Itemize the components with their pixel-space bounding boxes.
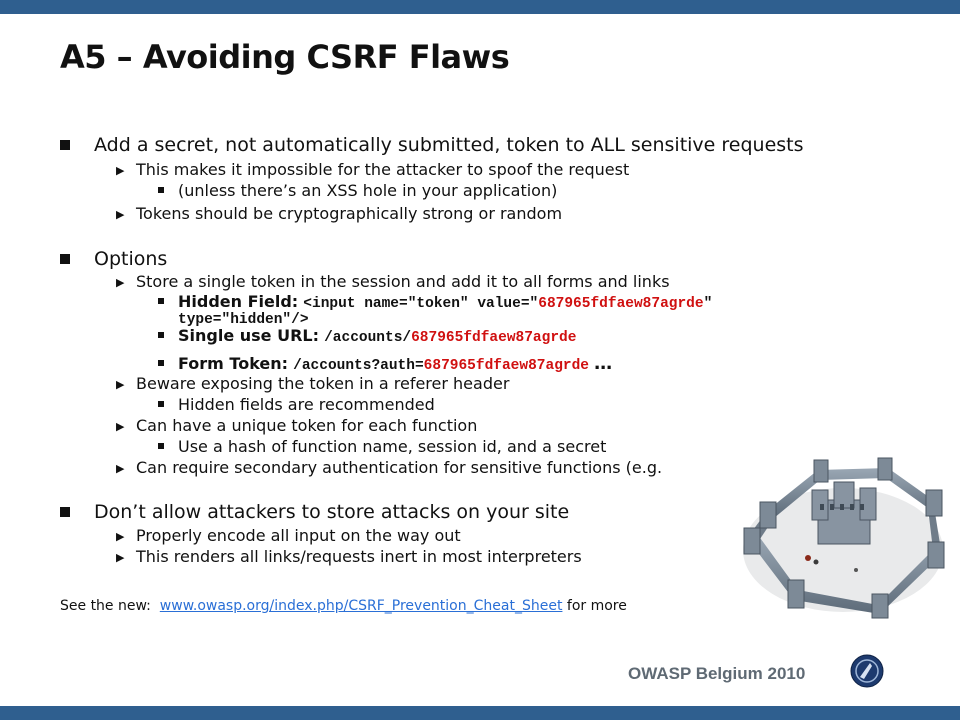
top-bar (0, 0, 960, 14)
small-square-bullet-icon (158, 298, 164, 304)
bullet-2c1: Use a hash of function name, session id, and a secret (158, 437, 606, 456)
triangle-bullet-icon: ▶ (116, 378, 125, 391)
triangle-bullet-icon: ▶ (116, 164, 125, 177)
bullet-2b1: Hidden fields are recommended (158, 395, 435, 414)
small-square-bullet-icon (158, 360, 164, 366)
square-bullet-icon (60, 507, 70, 517)
triangle-bullet-icon: ▶ (116, 530, 125, 543)
bottom-bar (0, 706, 960, 720)
small-square-bullet-icon (158, 187, 164, 193)
footer-text: OWASP Belgium 2010 (628, 664, 806, 683)
bullet-2d: ▶ Can require secondary authentication for sensitive functions (e.g. (116, 458, 663, 477)
bullet-1-text: Add a secret, not automatically submitted, token to ALL sensitive requests (94, 134, 804, 156)
bullet-2a: ▶ Store a single token in the session and add it to all forms and links (116, 272, 670, 291)
bullet-3b: ▶ This renders all links/requests inert in most interpreters (116, 547, 582, 566)
form-token-item: Form Token: /accounts?auth=687965fdfaew87agrde … (158, 353, 612, 374)
triangle-bullet-icon: ▶ (116, 462, 125, 475)
bullet-3: Don’t allow attackers to store attacks on your site (60, 501, 569, 523)
triangle-bullet-icon: ▶ (116, 208, 125, 221)
bullet-2b: ▶ Beware exposing the token in a referer header (116, 374, 510, 393)
bullet-1b: ▶ Tokens should be cryptographically strong or random (116, 204, 563, 223)
triangle-bullet-icon: ▶ (116, 551, 125, 564)
hidden-field-item: Hidden Field: <input name="token" value="687965fdfaew87agrde" (158, 292, 712, 312)
bullet-1 (60, 134, 804, 156)
bullet-2c: ▶ Can have a unique token for each function (116, 416, 478, 435)
square-bullet-icon (60, 140, 70, 150)
triangle-bullet-icon: ▶ (116, 420, 125, 433)
small-square-bullet-icon (158, 443, 164, 449)
small-square-bullet-icon (158, 332, 164, 338)
castle-image (738, 430, 948, 620)
square-bullet-icon (60, 254, 70, 264)
bullet-2: Options (60, 248, 167, 270)
hidden-field-item-cont: type="hidden"/> (178, 312, 309, 328)
cheat-sheet-link[interactable]: www.owasp.org/index.php/CSRF_Prevention_Cheat_Sheet (159, 598, 563, 614)
triangle-bullet-icon: ▶ (116, 276, 125, 289)
bullet-1a1: (unless there’s an XSS hole in your application) (158, 181, 557, 200)
slide-title: A5 – Avoiding CSRF Flaws (60, 38, 510, 76)
owasp-logo-icon (850, 654, 884, 688)
single-use-url-item: Single use URL: /accounts/687965fdfaew87agrde (158, 326, 576, 346)
reference-line: See the new: www.owasp.org/index.php/CSRF_Prevention_Cheat_Sheet for more (60, 598, 627, 614)
small-square-bullet-icon (158, 401, 164, 407)
bullet-1a: ▶ This makes it impossible for the attacker to spoof the request (116, 160, 630, 179)
bullet-3a: ▶ Properly encode all input on the way out (116, 526, 461, 545)
